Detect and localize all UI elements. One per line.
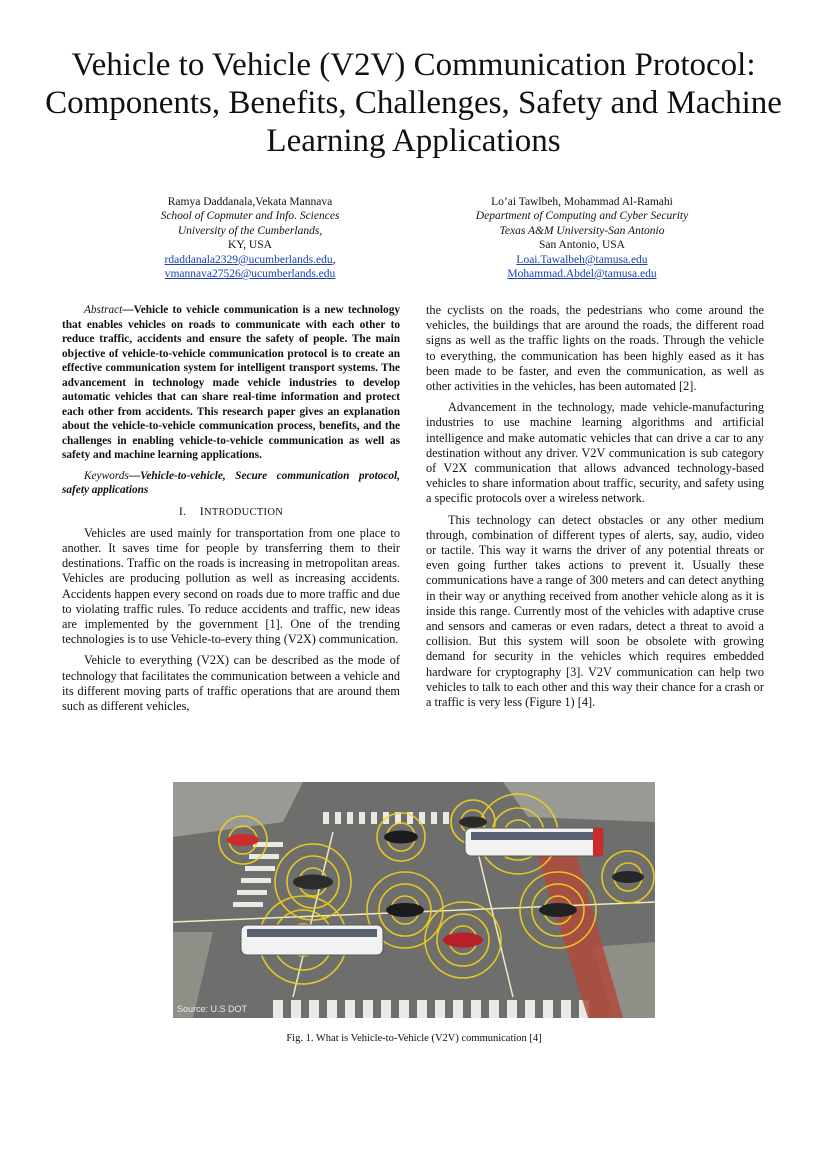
paragraph: This technology can detect obstacles or any other medium through, combination of different types of alerts, say, audio, video or tactile. This way it warns the driver of any potential threats or even going further takes actions to prevent it. Usually these communications have a range of 300 meters and can detect anything in their way or anything received from another vehicle along as it is inside this range. Currently most of the vehicles with adaptive cruse and sensors and cameras or even radars, detect a threat to avoid a collision. But this system will soon be obsolete with growing demand for security in the vehicles which requires embedded hardware for cryptography [3]. V2V communication can help two vehicles to talk to each other and this way their chance for a crash or a traffic is very less (Figure 1) [4]. bbox=[426, 512, 764, 710]
paper-title: Vehicle to Vehicle (V2V) Communication Protocol: Components, Benefits, Challenges, Safety and Machine Learning Applications bbox=[45, 47, 782, 159]
section-number: I. bbox=[178, 503, 187, 518]
figure-source-label: Source: U.S DOT bbox=[177, 1004, 248, 1014]
paragraph: Vehicle to everything (V2X) can be described as the mode of technology that facilitates the communication between a vehicle and its different moving parts of traffic operations that are around them such as different vehicles, bbox=[62, 653, 400, 713]
keywords-text: —Vehicle-to-vehicle, Secure communication protocol, safety applications bbox=[62, 469, 400, 496]
author-email-link[interactable]: Loai.Tawalbeh@tamusa.edu bbox=[516, 253, 648, 266]
keywords-label: Keywords bbox=[84, 469, 129, 482]
figure-v2v-intersection bbox=[173, 782, 655, 1018]
author-email-link[interactable]: vmannava27526@ucumberlands.edu bbox=[164, 268, 336, 281]
paragraph: Advancement in the technology, made vehicle-manufacturing industries to use machine learning algorithms and artificial intelligence and make automatic vehicles that can drive a car to any destination without any driver. V2V communication is sub category of V2X communication that allows advanced technology-based vehicles to share information about traffic, security, and safety using a specific protocols over a wireless network. bbox=[426, 400, 764, 506]
author-university: University of the Cumberlands, bbox=[177, 224, 323, 237]
intersection-illustration bbox=[173, 782, 655, 1018]
paragraph: Vehicles are used mainly for transportation from one place to another. It saves time for people by transferring them to their destinations. Traffic on the roads is increasing in metropolitan areas. Vehicles are producing pollution as well as increasing accidents. Accidents happen every second on roads due to more traffic and due to violating traffic rules. To reduce accidents and traffic, new ideas are implemented by the government [1]. One of the trending technologies is to use Vehicle-to-every thing (V2X) communication. bbox=[62, 525, 400, 647]
left-column bbox=[62, 303, 400, 720]
section-title-rest: NTRODUCTION bbox=[203, 506, 284, 518]
section-heading-introduction bbox=[62, 504, 400, 520]
author-block-1 bbox=[100, 195, 400, 281]
author-location: KY, USA bbox=[228, 239, 272, 252]
email-separator: , bbox=[332, 253, 336, 266]
author-names: Ramya Daddanala,Vekata Mannava bbox=[167, 196, 333, 208]
figure-caption: Fig. 1. What is Vehicle-to-Vehicle (V2V) communication [4] bbox=[286, 1033, 542, 1044]
paragraph: the cyclists on the roads, the pedestrians who come around the vehicles, the buildings that are around the roads, the different road signs as well as the traffic lights on the roads. Through the vehicle to everything, the communication has been highly eased as it has been made to be faster, and even the communication, as well as other activities in the vehicles, has been automated [2]. bbox=[426, 303, 764, 394]
author-names: Lo’ai Tawlbeh, Mohammad Al-Ramahi bbox=[491, 196, 673, 208]
keywords bbox=[62, 469, 400, 498]
section-title-first-letter: I bbox=[199, 503, 204, 518]
abstract bbox=[62, 303, 400, 463]
author-department: School of Copmuter and Info. Sciences bbox=[160, 210, 340, 223]
abstract-text: —Vehicle to vehicle communication is a new technology that enables vehicles on roads to communicate with each other to reduce traffic, accidents and ensure the safety of people. The main objective of vehicle-to-vehicle communication protocol is to create an effective communication system for intelligent transport systems. The advancement in technology made vehicle industries to develop automatic vehicles that can share real-time information and protect each other from accidents. This research paper gives an explanation about the vehicle-to-vehicle communication process, benefits, and the challenges in enabling vehicle-to-vehicle communication as well as safety and machine learning applications. bbox=[62, 304, 400, 461]
right-column bbox=[426, 303, 764, 716]
author-email-link[interactable]: rdaddanala2329@ucumberlands.edu bbox=[164, 253, 333, 266]
author-university: Texas A&M University-San Antonio bbox=[499, 224, 665, 237]
author-department: Department of Computing and Cyber Security bbox=[475, 210, 689, 223]
author-block-2 bbox=[432, 195, 732, 281]
author-email-link[interactable]: Mohammad.Abdel@tamusa.edu bbox=[507, 268, 657, 281]
abstract-label: Abstract bbox=[84, 304, 123, 316]
author-location: San Antonio, USA bbox=[539, 239, 625, 252]
